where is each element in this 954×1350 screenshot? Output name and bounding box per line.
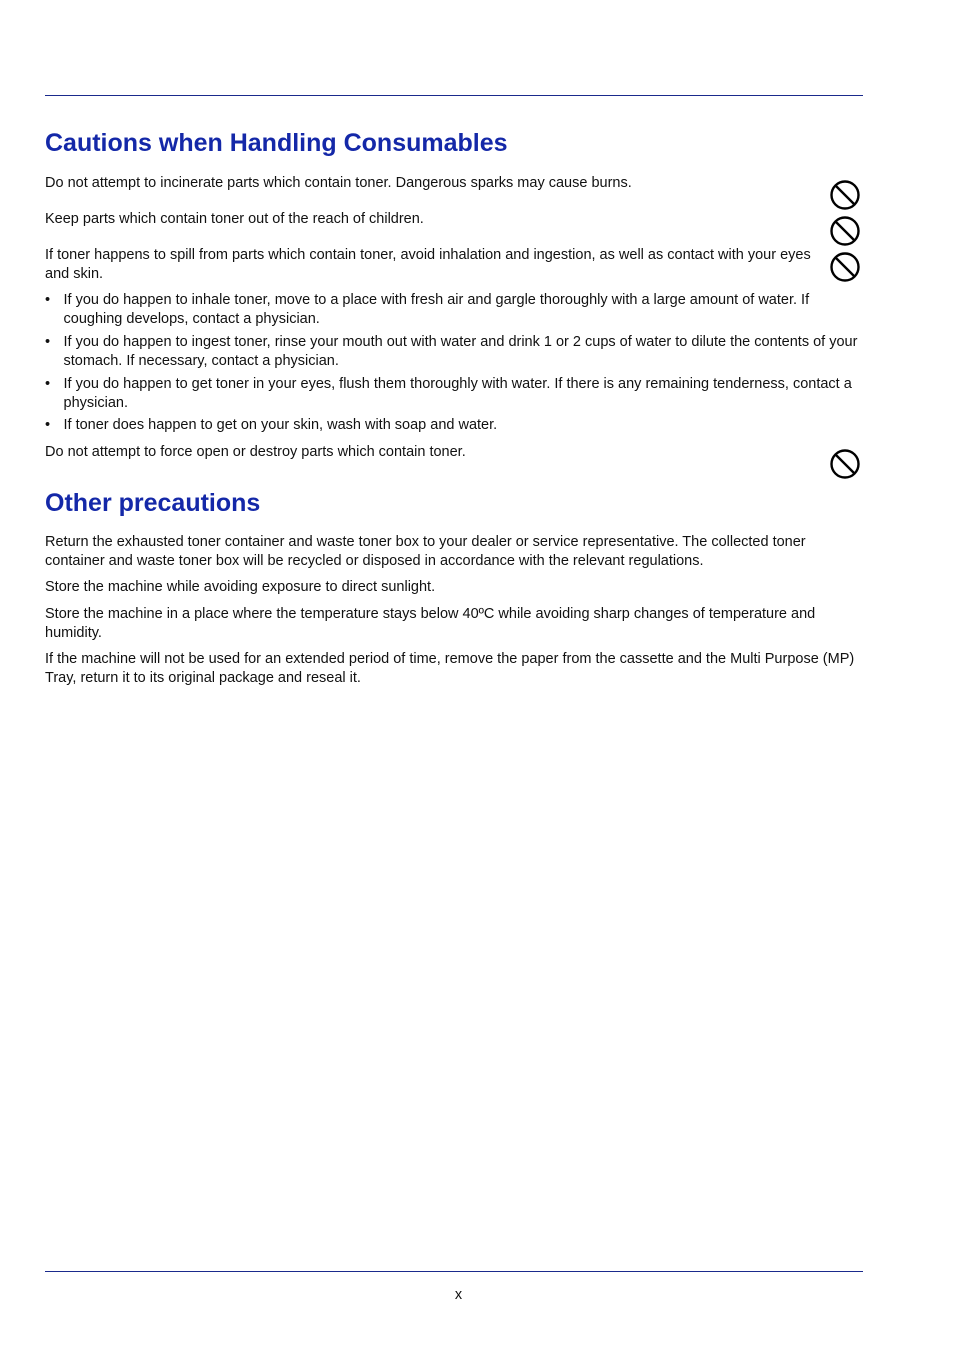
paragraph-incinerate: Do not attempt to incinerate parts which contain toner. Dangerous sparks may cause burns. — [45, 175, 632, 191]
paragraph-spill: If toner happens to spill from parts which contain toner, avoid inhalation and ingestion, as well as contact with your eyes and skin. — [45, 247, 811, 282]
list-item-text: If you do happen to get toner in your eyes, flush them thoroughly with water. If there is any remaining tenderness, contact a physician. — [63, 376, 852, 411]
paragraph-sunlight: Store the machine while avoiding exposure to direct sunlight. — [45, 579, 436, 595]
header-rule — [45, 95, 863, 96]
bullet-marker: • — [45, 376, 51, 392]
list-item-skin — [45, 416, 860, 435]
prohibition-icon — [829, 448, 861, 480]
list-item-eyes — [45, 375, 860, 412]
paragraph-temperature: Store the machine in a place where the temperature stays below 40ºC while avoiding sharp changes of temperature and humidity. — [45, 606, 816, 641]
list-item-text: If you do happen to ingest toner, rinse your mouth out with water and drink 1 or 2 cups of water to dilute the contents of your stomach. If necessary, contact a physician. — [63, 334, 858, 369]
prohibition-icon — [829, 179, 861, 211]
list-item-text: If toner does happen to get on your skin, wash with soap and water. — [63, 417, 498, 433]
paragraph-force-open: Do not attempt to force open or destroy parts which contain toner. — [45, 444, 466, 460]
prohibition-icon — [829, 251, 861, 283]
list-item-text: If you do happen to inhale toner, move to a place with fresh air and gargle thoroughly with a large amount of water. If coughing develops, contact a physician. — [63, 292, 810, 327]
paragraph-storage: If the machine will not be used for an extended period of time, remove the paper from the cassette and the Multi Purpose (MP) Tray, return it to its original package and reseal it. — [45, 651, 855, 686]
paragraph-children: Keep parts which contain toner out of the reach of children. — [45, 211, 424, 227]
bullet-marker: • — [45, 292, 51, 308]
list-item-ingest — [45, 333, 860, 370]
list-item-inhale — [45, 291, 815, 328]
footer-rule — [45, 1271, 863, 1272]
paragraph-return-toner: Return the exhausted toner container and waste toner box to your dealer or service representative. The collected toner container and waste toner box will be recycled or disposed in accordance with the relevant regulations. — [45, 534, 806, 569]
bullet-marker: • — [45, 334, 51, 350]
section-title-other-precautions: Other precautions — [45, 489, 261, 517]
prohibition-icon — [829, 215, 861, 247]
bullet-marker: • — [45, 417, 51, 433]
page-number: x — [454, 1287, 463, 1303]
section-title-consumables: Cautions when Handling Consumables — [45, 129, 508, 157]
